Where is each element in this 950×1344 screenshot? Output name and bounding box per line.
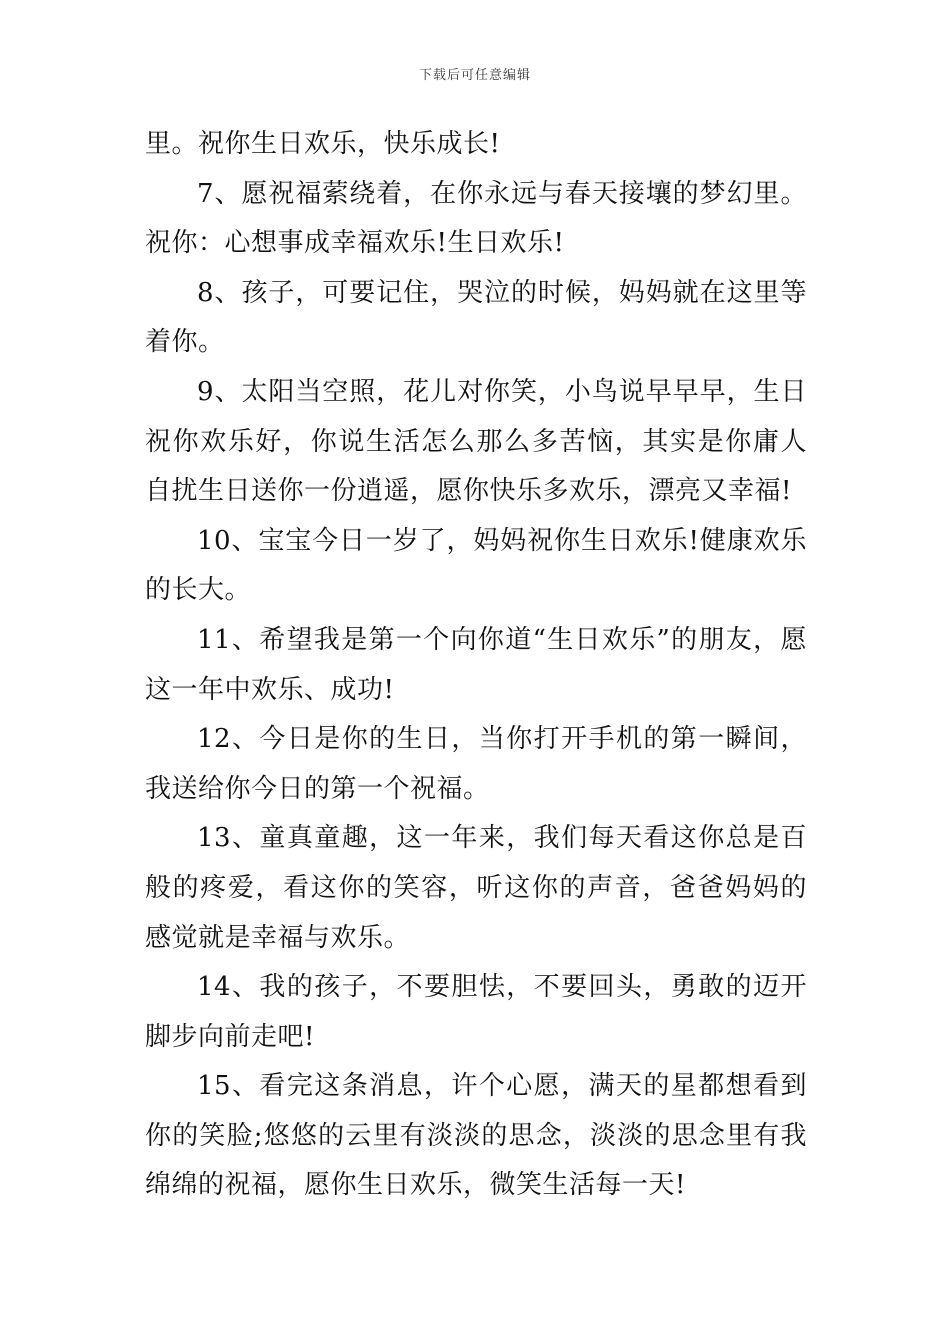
paragraph-continuation: 里。祝你生日欢乐，快乐成长!: [145, 129, 501, 159]
paragraph-item-13: 13、童真童趣，这一年来，我们每天看这你总是百般的疼爱，看这你的笑容，听这你的声音，爸爸妈妈的感觉就是幸福与欢乐。: [145, 823, 807, 953]
paragraph-item-15: 15、看完这条消息，许个心愿，满天的星都想看到你的笑脸;悠悠的云里有淡淡的思念，淡淡的思念里有我绵绵的祝福，愿你生日欢乐，微笑生活每一天!: [145, 1071, 807, 1201]
paragraph-item-14: 14、我的孩子，不要胆怯，不要回头，勇敢的迈开脚步向前走吧!: [145, 972, 807, 1052]
document-body: [145, 120, 807, 1211]
paragraph-item-12: 12、今日是你的生日，当你打开手机的第一瞬间，我送给你今日的第一个祝福。: [145, 724, 807, 804]
paragraph-item-7: 7、愿祝福萦绕着，在你永远与春天接壤的梦幻里。祝你：心想事成幸福欢乐!生日欢乐!: [145, 178, 807, 259]
page-header-note: 下载后可任意编辑: [418, 68, 531, 83]
paragraph-item-11: 11、希望我是第一个向你道“生日欢乐”的朋友，愿这一年中欢乐、成功!: [145, 624, 807, 705]
paragraph-item-8: 8、孩子，可要记住，哭泣的时候，妈妈就在这里等着你。: [145, 277, 807, 358]
paragraph-item-10: 10、宝宝今日一岁了，妈妈祝你生日欢乐!健康欢乐的长大。: [145, 525, 807, 606]
paragraph-item-9: 9、太阳当空照，花儿对你笑，小鸟说早早早，生日祝你欢乐好，你说生活怎么那么多苦恼，其实是你庸人自扰生日送你一份逍遥，愿你快乐多欢乐，漂亮又幸福!: [145, 376, 807, 507]
